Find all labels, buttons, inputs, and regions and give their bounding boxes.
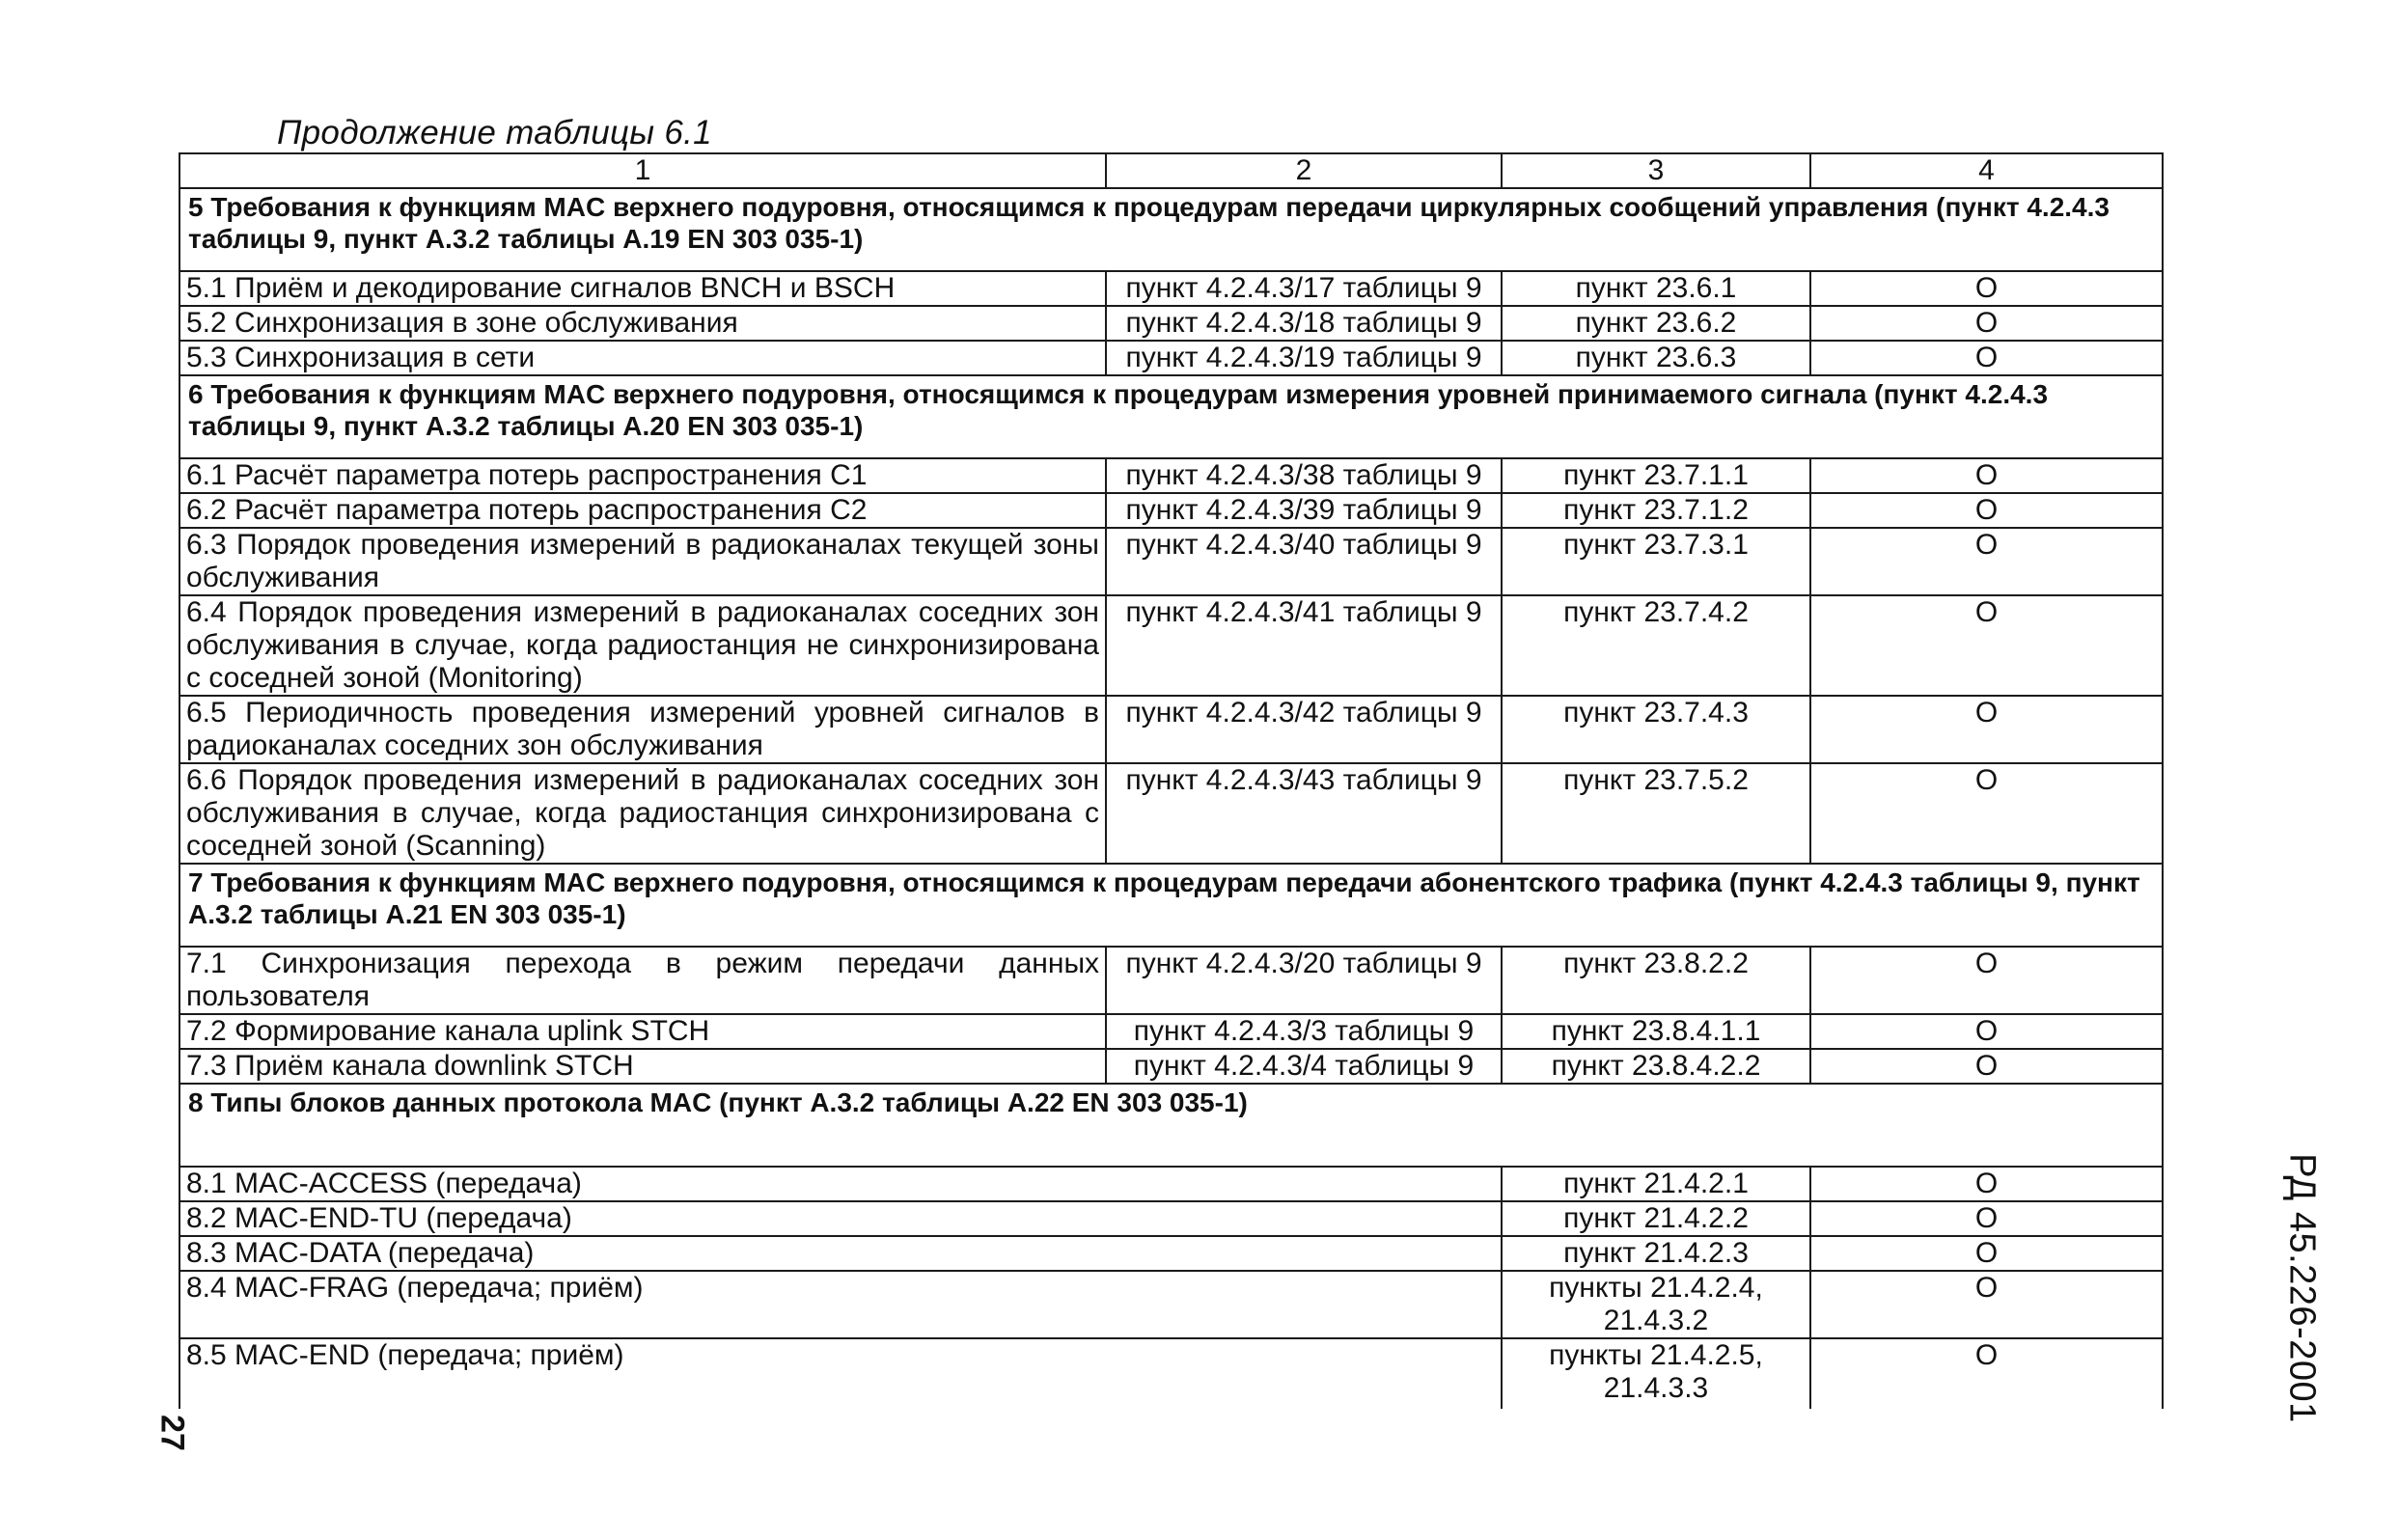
row-source-ref: пункт 4.2.4.3/41 таблицы 9 [1106,595,1502,696]
row-clause: пункт 23.7.3.1 [1502,528,1810,595]
section-header [179,375,2163,458]
row-status: О [1810,1049,2163,1084]
table-row [179,271,2163,306]
row-source-ref: пункт 4.2.4.3/20 таблицы 9 [1106,947,1502,1014]
header-col-1: 1 [179,153,1106,188]
row-clause: пункт 23.8.2.2 [1502,947,1810,1014]
row-clause: пункт 21.4.2.3 [1502,1236,1810,1271]
header-col-4: 4 [1810,153,2163,188]
section-title: 5 Требования к функциям MAC верхнего подуровня, относящимся к процедурам передачи циркулярных сообщений управления (пункт 4.2.4.3 таблицы 9, пункт А.3.2 таблицы А.19 EN 303 035-1) [179,188,2163,271]
row-description: 8.3 MAC-DATA (передача) [179,1236,1502,1271]
table-row [179,1201,2163,1236]
row-source-ref: пункт 4.2.4.3/39 таблицы 9 [1106,493,1502,528]
row-description: 6.5 Периодичность проведения измерений уровней сигналов в радиоканалах соседних зон обслуживания [179,696,1106,763]
row-status: О [1810,1201,2163,1236]
row-description: 6.2 Расчёт параметра потерь распространения С2 [179,493,1106,528]
row-clause: пункт 23.7.5.2 [1502,763,1810,864]
table-row [179,763,2163,864]
table-row [179,1049,2163,1084]
row-clause: пункт 23.8.4.1.1 [1502,1014,1810,1049]
row-description: 7.1 Синхронизация перехода в режим передачи данных пользователя [179,947,1106,1014]
table-row [179,1271,2163,1338]
table-row [179,947,2163,1014]
row-status: О [1810,341,2163,375]
page-number [143,1404,201,1462]
table-row [179,458,2163,493]
row-clause: пункт 23.8.4.2.2 [1502,1049,1810,1084]
row-status: О [1810,595,2163,696]
table-row [179,1338,2163,1409]
table-row [179,341,2163,375]
row-status: О [1810,947,2163,1014]
row-source-ref: пункт 4.2.4.3/38 таблицы 9 [1106,458,1502,493]
row-description: 6.1 Расчёт параметра потерь распространения С1 [179,458,1106,493]
row-description: 6.6 Порядок проведения измерений в радиоканалах соседних зон обслуживания в случае, когда радиостанция синхронизирована с соседней зоной (Scanning) [179,763,1106,864]
header-col-2: 2 [1106,153,1502,188]
row-status: О [1810,1338,2163,1409]
row-clause: пункт 23.7.1.2 [1502,493,1810,528]
row-source-ref: пункт 4.2.4.3/19 таблицы 9 [1106,341,1502,375]
requirements-table [179,152,2164,1409]
section-title: 7 Требования к функциям MAC верхнего подуровня, относящимся к процедурам передачи абонентского трафика (пункт 4.2.4.3 таблицы 9, пункт А.3.2 таблицы А.21 EN 303 035-1) [179,864,2163,947]
row-description: 8.5 MAC-END (передача; приём) [179,1338,1502,1409]
page-number-text: 27 [153,1415,191,1451]
section-header [179,864,2163,947]
row-source-ref: пункт 4.2.4.3/3 таблицы 9 [1106,1014,1502,1049]
row-description: 8.1 MAC-ACCESS (передача) [179,1167,1502,1201]
row-description: 6.4 Порядок проведения измерений в радиоканалах соседних зон обслуживания в случае, когда радиостанция не синхронизирована с соседней зоной (Monitoring) [179,595,1106,696]
row-source-ref: пункт 4.2.4.3/18 таблицы 9 [1106,306,1502,341]
row-status: О [1810,1014,2163,1049]
row-clause: пункт 23.6.3 [1502,341,1810,375]
table-row [179,1236,2163,1271]
row-status: О [1810,528,2163,595]
row-status: О [1810,1236,2163,1271]
row-source-ref: пункт 4.2.4.3/17 таблицы 9 [1106,271,1502,306]
table-caption: Продолжение таблицы 6.1 [277,114,712,151]
table-row [179,306,2163,341]
row-clause: пункт 23.7.4.2 [1502,595,1810,696]
row-clause: пункт 23.6.1 [1502,271,1810,306]
row-source-ref: пункт 4.2.4.3/4 таблицы 9 [1106,1049,1502,1084]
row-clause: пункты 21.4.2.4, 21.4.3.2 [1502,1271,1810,1338]
row-description: 6.3 Порядок проведения измерений в радиоканалах текущей зоны обслуживания [179,528,1106,595]
row-status: О [1810,696,2163,763]
row-description: 7.3 Приём канала downlink STCH [179,1049,1106,1084]
row-status: О [1810,1167,2163,1201]
document-code-text: РД 45.226-2001 [2281,1153,2323,1423]
table-row [179,1014,2163,1049]
row-status: О [1810,458,2163,493]
row-source-ref: пункт 4.2.4.3/40 таблицы 9 [1106,528,1502,595]
row-clause: пункт 21.4.2.1 [1502,1167,1810,1201]
header-col-3: 3 [1502,153,1810,188]
row-description: 7.2 Формирование канала uplink STCH [179,1014,1106,1049]
row-description: 5.3 Синхронизация в сети [179,341,1106,375]
row-description: 8.2 MAC-END-TU (передача) [179,1201,1502,1236]
row-source-ref: пункт 4.2.4.3/42 таблицы 9 [1106,696,1502,763]
row-status: О [1810,306,2163,341]
row-clause: пункт 23.7.4.3 [1502,696,1810,763]
table-row [179,493,2163,528]
table-row [179,696,2163,763]
row-status: О [1810,493,2163,528]
section-header [179,188,2163,271]
row-clause: пункт 21.4.2.2 [1502,1201,1810,1236]
row-clause: пункты 21.4.2.5, 21.4.3.3 [1502,1338,1810,1409]
row-clause: пункт 23.7.1.1 [1502,458,1810,493]
table-row [179,1167,2163,1201]
table-row [179,595,2163,696]
row-clause: пункт 23.6.2 [1502,306,1810,341]
row-status: О [1810,271,2163,306]
table-header-row [179,153,2163,188]
table-row [179,528,2163,595]
section-title: 8 Типы блоков данных протокола MAC (пункт А.3.2 таблицы А.22 EN 303 035-1) [179,1084,2163,1167]
document-code [2191,1153,2400,1423]
row-description: 5.2 Синхронизация в зоне обслуживания [179,306,1106,341]
row-description: 5.1 Приём и декодирование сигналов BNCH и BSCH [179,271,1106,306]
row-description: 8.4 MAC-FRAG (передача; приём) [179,1271,1502,1338]
row-status: О [1810,1271,2163,1338]
section-title: 6 Требования к функциям MAC верхнего подуровня, относящимся к процедурам измерения уровней принимаемого сигнала (пункт 4.2.4.3 таблицы 9, пункт А.3.2 таблицы А.20 EN 303 035-1) [179,375,2163,458]
row-status: О [1810,763,2163,864]
row-source-ref: пункт 4.2.4.3/43 таблицы 9 [1106,763,1502,864]
section-header [179,1084,2163,1167]
